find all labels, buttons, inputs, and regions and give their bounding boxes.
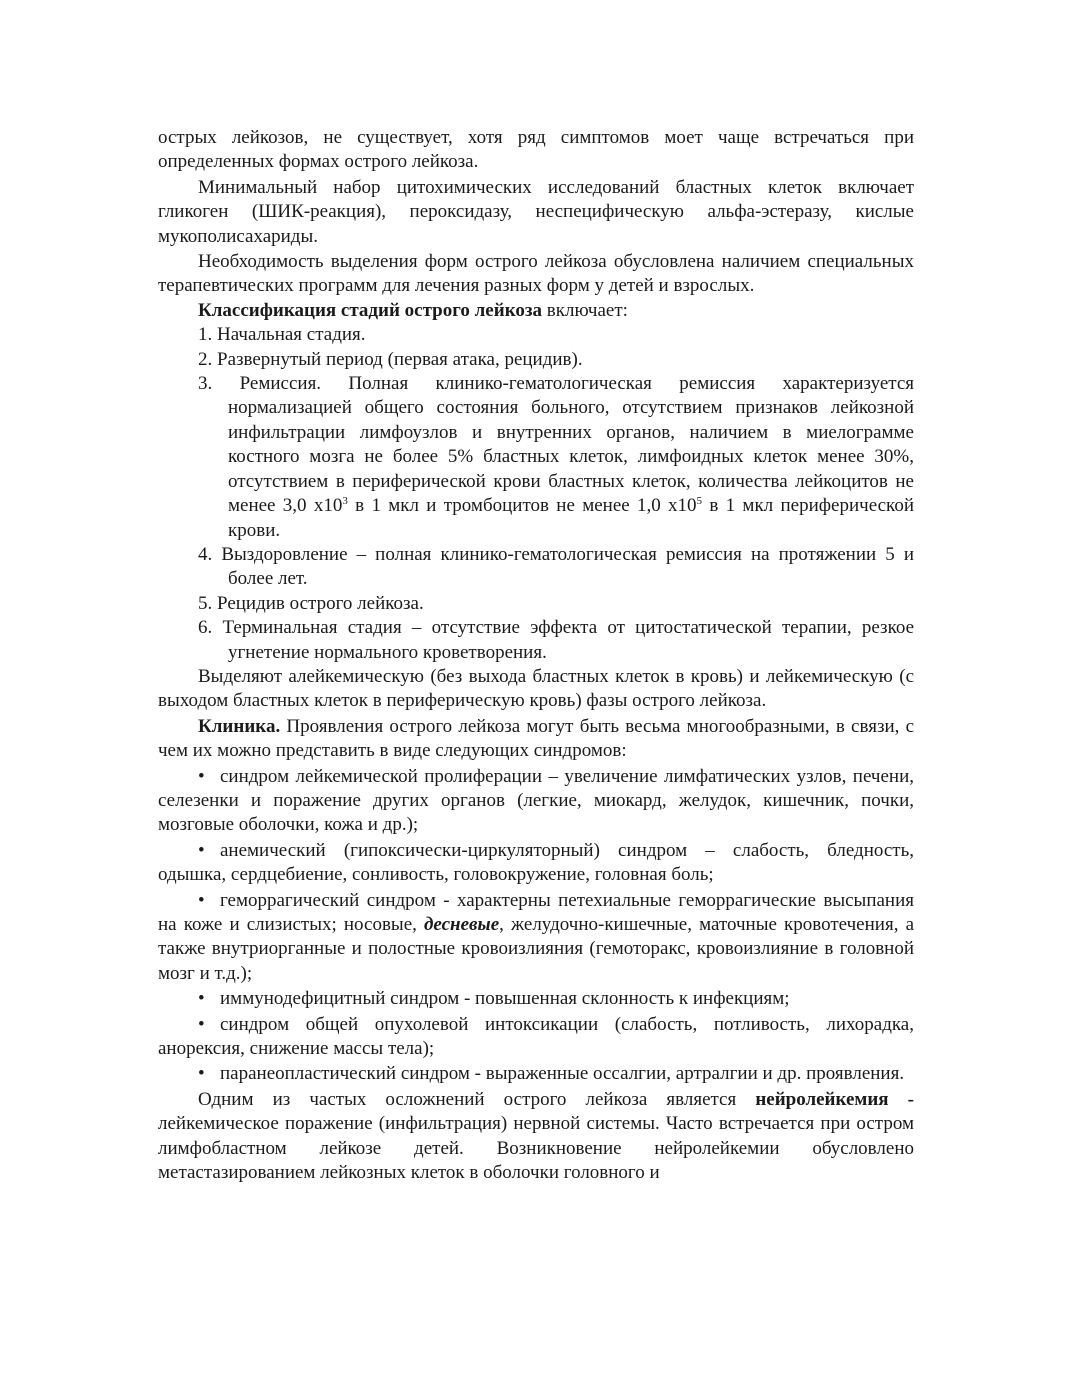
list-item-1 [198,323,914,347]
superscript-3: 3 [342,495,348,508]
syndrome-text: синдром лейкемической пролиферации – увеличение лимфатических узлов, печени, селезенки и поражение других органов (легкие, миокард, желудок, кишечник, почки, мозговые оболочки, кожа и др.); [158,765,914,836]
bullet-icon: • [198,1013,205,1035]
clinic-paragraph [158,715,914,764]
syndrome-text-a: геморрагический синдром - характерны петехиальные геморрагические высыпания на коже и слизистых; носовые, [158,889,914,935]
list-item-text: Рецидив острого лейкоза. [217,592,424,614]
list-item-number: 4. [198,543,213,565]
paragraph-cytochemistry: Минимальный набор цитохимических исследований бластных клеток включает гликоген (ШИК-реакция), пероксидазу, неспецифическую альфа-эстеразу, кислые мукополисахариды. [158,176,914,247]
classification-heading-rest: включает: [542,299,628,321]
syndrome-item [158,765,914,838]
document-page [158,126,914,1185]
classification-heading [158,299,914,323]
syndrome-item [158,889,914,987]
bullet-icon: • [198,988,205,1010]
paragraph-continuation: острых лейкозов, не существует, хотя ряд симптомов моет чаще встречаться при определенных формах острого лейкоза. [158,127,914,173]
list-item-number: 2. [198,348,213,370]
paragraph-phases: Выделяют алейкемическую (без выхода бластных клеток в кровь) и лейкемическую (с выходом бластных клеток в периферическую кровь) фазы острого лейкоза. [158,665,914,712]
neuro-bold-term: нейролейкемия - [755,1088,914,1110]
syndrome-text: синдром общей опухолевой интоксикации (слабость, потливость, лихорадка, анорексия, снижение массы тела); [158,1013,914,1060]
superscript-5: 5 [696,495,703,508]
list-item-text: Начальная стадия. [217,324,366,346]
list-item-text: Терминальная стадия – отсутствие эффекта от цитостатической терапии, резкое угнетение нормального кроветворения. [222,617,914,663]
list-item-text: Развернутый период (первая атака, рецидив). [217,348,583,370]
paragraph-forms-necessity: Необходимость выделения форм острого лейкоза обусловлена наличием специальных терапевтических программ для лечения разных форм у детей и взрослых. [158,251,914,297]
clinic-heading: Клиника. [198,715,281,737]
syndrome-item [158,987,914,1011]
neuro-text-a: Одним из частых осложнений острого лейкоза является [198,1088,756,1110]
bullet-icon: • [198,839,205,861]
list-item-number: 5. [198,592,213,614]
paragraph-neuroleukemia [158,1088,914,1186]
syndrome-item [158,1062,914,1086]
syndrome-item [158,1013,914,1062]
bullet-icon: • [198,765,205,787]
classification-list [158,323,914,665]
list-item-text-a: Ремиссия. Полная клинико-гематологическая ремиссия характеризуется нормализацией общего состояния больного, отсутствием признаков лейкозной инфильтрации лимфоузлов и внутренних органов, наличием в миелограмме костного мозга не более 5% бластных клеток, лимфоидных клеток менее 30%, отсутствием в периферической крови бластных клеток, количества лейкоцитов не менее 3,0 х10 [228,373,914,517]
bullet-icon: • [198,1063,205,1085]
syndrome-emphasis: десневые [424,914,500,935]
list-item-5 [198,592,914,616]
list-item-number: 1. [198,324,213,346]
syndrome-list [158,765,914,1087]
list-item-6 [198,616,914,665]
syndrome-text: паранеопластический синдром - выраженные оссалгии, артралгии и др. проявления. [220,1063,905,1085]
list-item-text-b: в 1 мкл и тромбоцитов не менее 1,0 х10 [347,495,697,517]
clinic-text: Проявления острого лейкоза могут быть весьма многообразными, в связи, с чем их можно представить в виде следующих синдромов: [158,715,914,762]
list-item-number: 6. [198,617,213,639]
list-item-text-c: в 1 мкл периферической крови. [228,495,914,541]
syndrome-text: иммунодефицитный синдром - повышенная склонность к инфекциям; [220,988,790,1010]
list-item-3 [198,372,914,543]
list-item-number: 3. [198,373,213,395]
syndrome-text: анемический (гипоксически-циркуляторный) синдром – слабость, бледность, одышка, сердцебиение, сонливость, головокружение, головная боль; [158,839,914,886]
list-item-4 [198,543,914,592]
list-item-2 [198,348,914,372]
classification-heading-bold: Классификация стадий острого лейкоза [198,299,543,321]
neuro-text-b: лейкемическое поражение (инфильтрация) нервной системы. Часто встречается при остром лимфобластном лейкозе детей. Возникновение нейролейкемии обусловлено метастазированием лейкозных клеток в оболочки головного и [158,1113,914,1184]
syndrome-text-b: , желудочно-кишечные, маточные кровотечения, а также внутриорганные и полостные кровоизлияния (гемоторакс, кровоизлияние в головной мозг и т.д.); [158,914,914,984]
bullet-icon: • [198,889,205,911]
syndrome-item [158,839,914,888]
list-item-text: Выздоровление – полная клинико-гематологическая ремиссия на протяжении 5 и более лет. [221,543,915,590]
